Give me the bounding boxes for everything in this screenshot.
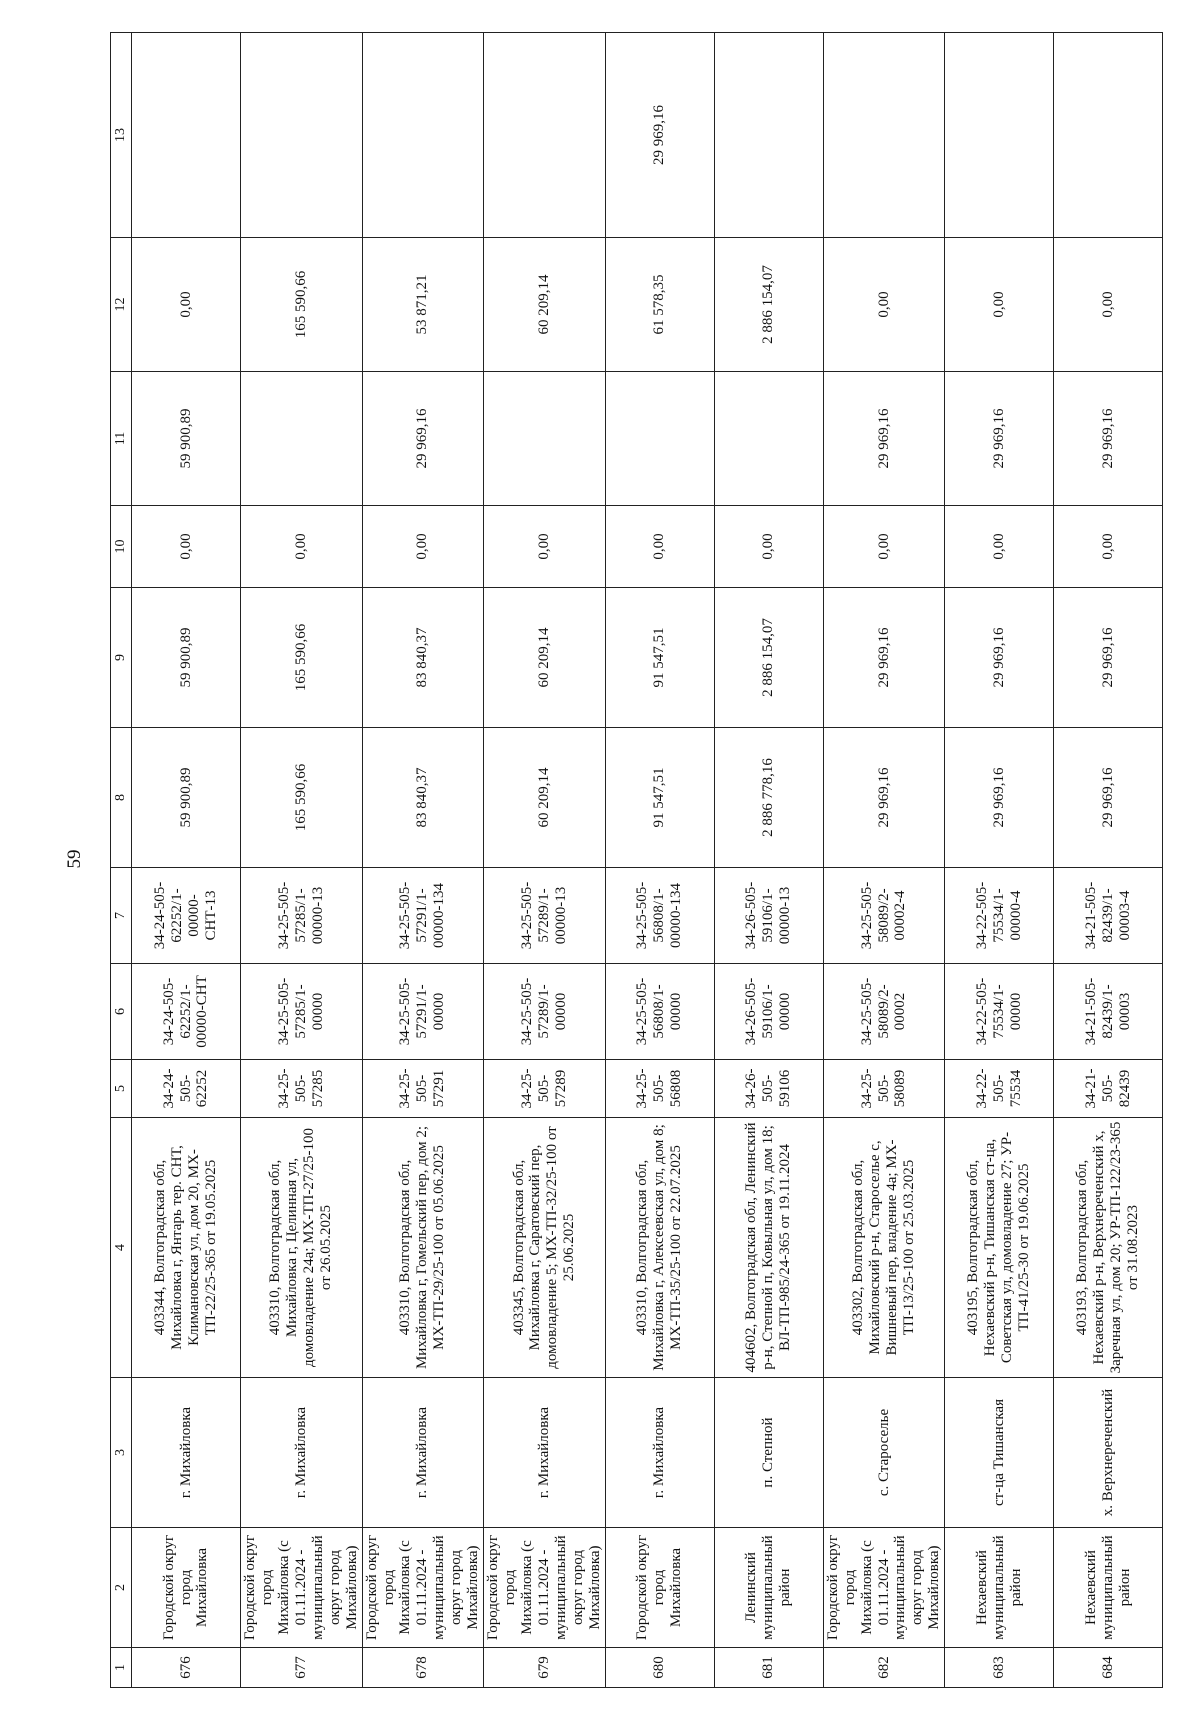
code-cell: 34-21-505-82439	[1054, 1060, 1163, 1118]
district-cell: Городской округ город Михайловка (с 01.11.2024 - муниципальный округ город Михайловка)	[362, 1528, 484, 1648]
amount-cell: 0,00	[484, 506, 606, 588]
amount-cell: 165 590,66	[241, 588, 363, 728]
code-cell: 34-22-505-75534/1-00000-4	[945, 868, 1054, 964]
code-cell: 34-25-505-57289/1-00000-13	[484, 868, 606, 964]
column-number: 13	[111, 33, 132, 238]
amount-cell: 59 900,89	[132, 372, 241, 506]
table-row	[714, 33, 823, 1688]
amount-cell: 0,00	[714, 506, 823, 588]
amount-cell: 91 547,51	[605, 728, 714, 868]
column-number: 8	[111, 728, 132, 868]
amount-cell: 60 209,14	[484, 728, 606, 868]
settlement-cell: г. Михайловка	[484, 1378, 606, 1528]
column-number: 4	[111, 1118, 132, 1378]
row-number: 678	[362, 1648, 484, 1688]
column-number: 12	[111, 238, 132, 372]
amount-cell: 61 578,35	[605, 238, 714, 372]
code-cell: 34-21-505-82439/1-00003-4	[1054, 868, 1163, 964]
table-row	[1054, 33, 1163, 1688]
row-number: 684	[1054, 1648, 1163, 1688]
code-cell: 34-25-505-58089/2-00002	[823, 964, 945, 1060]
table-row	[823, 33, 945, 1688]
amount-cell: 83 840,37	[362, 728, 484, 868]
amount-cell: 0,00	[1054, 238, 1163, 372]
address-cell: 403310, Волгоградская обл, Михайловка г, Алексеевская ул, дом 8; МХ-ТП-35/25-100 от 22.07.2025	[605, 1118, 714, 1378]
page-number: 59	[64, 849, 85, 869]
amount-cell: 0,00	[605, 506, 714, 588]
amount-cell: 0,00	[945, 238, 1054, 372]
table-row	[241, 33, 363, 1688]
district-cell: Городской округ город Михайловка (с 01.11.2024 - муниципальный округ город Михайловка)	[484, 1528, 606, 1648]
code-cell: 34-25-505-58089	[823, 1060, 945, 1118]
settlement-cell: г. Михайловка	[362, 1378, 484, 1528]
settlement-cell: г. Михайловка	[605, 1378, 714, 1528]
code-cell: 34-25-505-56808	[605, 1060, 714, 1118]
code-cell: 34-26-505-59106	[714, 1060, 823, 1118]
code-cell: 34-25-505-56808/1-00000-134	[605, 868, 714, 964]
code-cell: 34-21-505-82439/1-00003	[1054, 964, 1163, 1060]
row-number: 679	[484, 1648, 606, 1688]
code-cell: 34-25-505-57291/1-00000-134	[362, 868, 484, 964]
column-number: 2	[111, 1528, 132, 1648]
register-table	[110, 32, 1163, 1688]
column-number: 1	[111, 1648, 132, 1688]
code-cell: 34-25-505-57285/1-00000-13	[241, 868, 363, 964]
address-cell: 403310, Волгоградская обл, Михайловка г, Целинная ул, домовладение 24а; МХ-ТП-27/25-100 от 26.05.2025	[241, 1118, 363, 1378]
amount-cell	[362, 33, 484, 238]
amount-cell: 29 969,16	[362, 372, 484, 506]
table-row	[362, 33, 484, 1688]
amount-cell: 29 969,16	[823, 728, 945, 868]
amount-cell: 2 886 778,16	[714, 728, 823, 868]
settlement-cell: ст-ца Тишанская	[945, 1378, 1054, 1528]
amount-cell: 0,00	[241, 506, 363, 588]
amount-cell: 0,00	[132, 506, 241, 588]
code-cell: 34-25-505-57291	[362, 1060, 484, 1118]
amount-cell: 29 969,16	[1054, 372, 1163, 506]
address-cell: 404602, Волгоградская обл, Ленинский р-н, Степной п, Ковыльная ул, дом 18; ВЛ-ТП-985/24-365 от 19.11.2024	[714, 1118, 823, 1378]
amount-cell: 0,00	[823, 506, 945, 588]
address-cell: 403344, Волгоградская обл, Михайловка г, Янтарь тер. СНТ, Климановская ул, дом 20, МХ-ТП-22/25-365 от 19.05.2025	[132, 1118, 241, 1378]
amount-cell: 0,00	[945, 506, 1054, 588]
amount-cell: 165 590,66	[241, 728, 363, 868]
row-number: 676	[132, 1648, 241, 1688]
row-number: 680	[605, 1648, 714, 1688]
code-cell: 34-24-505-62252	[132, 1060, 241, 1118]
amount-cell: 165 590,66	[241, 238, 363, 372]
district-cell: Нехаевский муниципальный район	[1054, 1528, 1163, 1648]
table-row	[945, 33, 1054, 1688]
column-number: 6	[111, 964, 132, 1060]
code-cell: 34-25-505-58089/2-00002-4	[823, 868, 945, 964]
code-cell: 34-26-505-59106/1-00000-13	[714, 868, 823, 964]
code-cell: 34-24-505-62252/1-00000-СНТ	[132, 964, 241, 1060]
code-cell: 34-26-505-59106/1-00000	[714, 964, 823, 1060]
amount-cell: 0,00	[362, 506, 484, 588]
amount-cell	[484, 33, 606, 238]
column-number: 9	[111, 588, 132, 728]
amount-cell: 60 209,14	[484, 238, 606, 372]
settlement-cell: п. Степной	[714, 1378, 823, 1528]
code-cell: 34-25-505-57289/1-00000	[484, 964, 606, 1060]
address-cell: 403302, Волгоградская обл, Михайловский р-н, Староселье с, Вишневый пер, владение 4а; МХ-ТП-13/25-100 от 25.03.2025	[823, 1118, 945, 1378]
amount-cell	[605, 372, 714, 506]
amount-cell: 2 886 154,07	[714, 588, 823, 728]
settlement-cell: г. Михайловка	[241, 1378, 363, 1528]
amount-cell: 91 547,51	[605, 588, 714, 728]
column-number-row	[111, 33, 132, 1688]
amount-cell	[484, 372, 606, 506]
amount-cell: 2 886 154,07	[714, 238, 823, 372]
code-cell: 34-22-505-75534/1-00000	[945, 964, 1054, 1060]
code-cell: 34-25-505-57291/1-00000	[362, 964, 484, 1060]
column-number: 5	[111, 1060, 132, 1118]
table-row	[484, 33, 606, 1688]
amount-cell: 0,00	[132, 238, 241, 372]
column-number: 10	[111, 506, 132, 588]
code-cell: 34-25-505-57285/1-00000	[241, 964, 363, 1060]
amount-cell	[241, 372, 363, 506]
district-cell: Городской округ город Михайловка (с 01.11.2024 - муниципальный округ город Михайловка)	[241, 1528, 363, 1648]
amount-cell: 0,00	[823, 238, 945, 372]
address-cell: 403193, Волгоградская обл, Нехаевский р-н, Верхнереченский х, Заречная ул, дом 20; УР-ТП-122/23-365 от 31.08.2023	[1054, 1118, 1163, 1378]
amount-cell	[241, 33, 363, 238]
amount-cell: 59 900,89	[132, 728, 241, 868]
row-number: 677	[241, 1648, 363, 1688]
code-cell: 34-25-505-57289	[484, 1060, 606, 1118]
district-cell: Нехаевский муниципальный район	[945, 1528, 1054, 1648]
amount-cell: 0,00	[1054, 506, 1163, 588]
amount-cell: 53 871,21	[362, 238, 484, 372]
row-number: 681	[714, 1648, 823, 1688]
address-cell: 403310, Волгоградская обл, Михайловка г, Гомельский пер, дом 2; МХ-ТП-29/25-100 от 05.06.2025	[362, 1118, 484, 1378]
code-cell: 34-22-505-75534	[945, 1060, 1054, 1118]
amount-cell: 29 969,16	[823, 588, 945, 728]
table-row	[605, 33, 714, 1688]
column-number: 11	[111, 372, 132, 506]
code-cell: 34-25-505-56808/1-00000	[605, 964, 714, 1060]
column-number: 7	[111, 868, 132, 964]
row-number: 682	[823, 1648, 945, 1688]
address-cell: 403195, Волгоградская обл, Нехаевский р-н, Тишанская ст-ца, Советская ул, домовладение 27; УР-ТП-41/25-30 от 19.06.2025	[945, 1118, 1054, 1378]
column-number: 3	[111, 1378, 132, 1528]
amount-cell: 29 969,16	[823, 372, 945, 506]
settlement-cell: х. Верхнереченский	[1054, 1378, 1163, 1528]
district-cell: Городской округ город Михайловка (с 01.11.2024 - муниципальный округ город Михайловка)	[823, 1528, 945, 1648]
amount-cell	[714, 372, 823, 506]
table-row	[132, 33, 241, 1688]
amount-cell: 60 209,14	[484, 588, 606, 728]
settlement-cell: с. Староселье	[823, 1378, 945, 1528]
amount-cell: 29 969,16	[945, 588, 1054, 728]
amount-cell	[714, 33, 823, 238]
amount-cell	[945, 33, 1054, 238]
amount-cell: 29 969,16	[1054, 588, 1163, 728]
settlement-cell: г. Михайловка	[132, 1378, 241, 1528]
amount-cell	[1054, 33, 1163, 238]
code-cell: 34-24-505-62252/1-00000-СНТ-13	[132, 868, 241, 964]
district-cell: Ленинский муниципальный район	[714, 1528, 823, 1648]
amount-cell: 83 840,37	[362, 588, 484, 728]
code-cell: 34-25-505-57285	[241, 1060, 363, 1118]
amount-cell: 29 969,16	[1054, 728, 1163, 868]
district-cell: Городской округ город Михайловка	[605, 1528, 714, 1648]
amount-cell	[823, 33, 945, 238]
amount-cell: 29 969,16	[945, 372, 1054, 506]
amount-cell: 29 969,16	[605, 33, 714, 238]
address-cell: 403345, Волгоградская обл, Михайловка г, Саратовский пер, домовладение 5; МХ-ТП-32/25-100 от 25.06.2025	[484, 1118, 606, 1378]
amount-cell	[132, 33, 241, 238]
amount-cell: 29 969,16	[945, 728, 1054, 868]
district-cell: Городской округ город Михайловка	[132, 1528, 241, 1648]
amount-cell: 59 900,89	[132, 588, 241, 728]
row-number: 683	[945, 1648, 1054, 1688]
